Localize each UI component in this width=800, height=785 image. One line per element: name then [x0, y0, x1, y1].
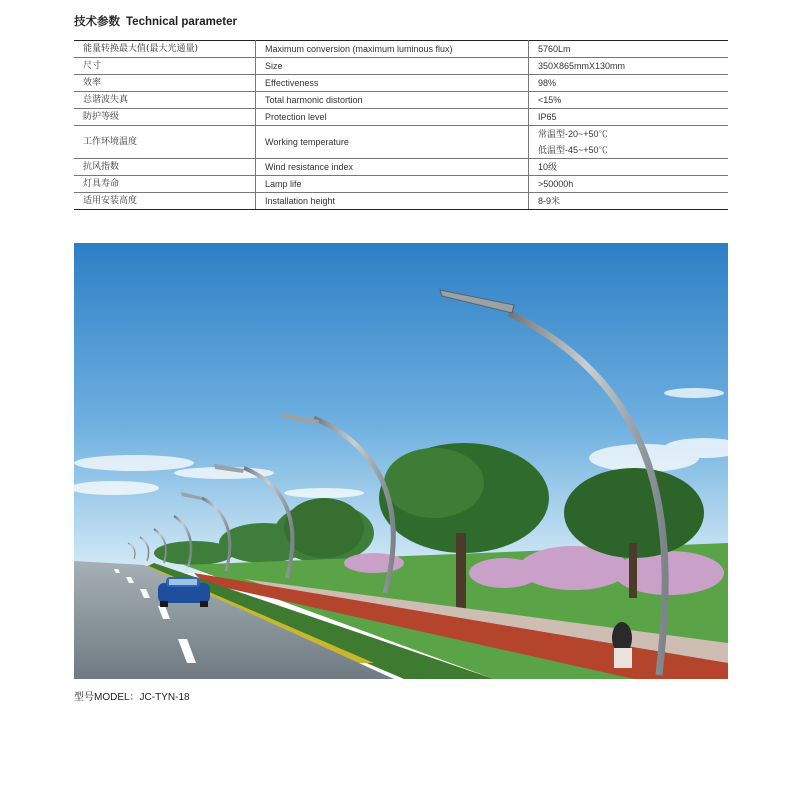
parameter-value — [529, 109, 729, 126]
parameter-row — [74, 176, 728, 193]
parameter-name-en: Installation height — [256, 193, 529, 210]
parameter-row — [74, 159, 728, 176]
person-sitting — [612, 622, 632, 668]
parameter-value-line: 5760Lm — [538, 44, 571, 54]
heading-en: Technical parameter — [126, 16, 238, 28]
parameter-row — [74, 41, 728, 58]
parameter-value-line: >50000h — [538, 179, 574, 189]
parameter-name-en: Total harmonic distortion — [256, 92, 529, 109]
parameter-row — [74, 126, 728, 159]
parameter-row — [74, 193, 728, 210]
parameter-value — [529, 58, 729, 75]
parameter-row — [74, 75, 728, 92]
parameter-name-cn: 能量转换最大值(最大光通量) — [74, 41, 256, 58]
parameter-row — [74, 58, 728, 75]
parameter-name-cn: 工作环境温度 — [74, 126, 256, 159]
heading-cn: 技术参数 — [74, 14, 120, 28]
parameter-name-cn: 效率 — [74, 75, 256, 92]
parameter-value — [529, 126, 729, 159]
parameter-name-cn: 总谐波失真 — [74, 92, 256, 109]
street-light-photo — [74, 243, 728, 679]
parameter-value — [529, 193, 729, 210]
parameter-value-line: 350X865mmX130mm — [538, 61, 626, 71]
section-heading — [74, 13, 237, 29]
parameter-name-en: Wind resistance index — [256, 159, 529, 176]
parameter-value-line: 8-9米 — [538, 196, 561, 206]
street-scene-image — [74, 243, 728, 679]
parameter-name-cn: 适用安装高度 — [74, 193, 256, 210]
parameter-value-line: 10级 — [538, 162, 558, 172]
parameter-name-cn: 尺寸 — [74, 58, 256, 75]
parameter-value-line: 低温型-45~+50℃ — [538, 145, 608, 155]
parameter-value-line: IP65 — [538, 112, 557, 122]
parameter-name-cn: 防护等级 — [74, 109, 256, 126]
parameter-row — [74, 92, 728, 109]
parameter-name-en: Protection level — [256, 109, 529, 126]
parameter-value — [529, 176, 729, 193]
parameter-name-en: Lamp life — [256, 176, 529, 193]
parameter-name-en: Size — [256, 58, 529, 75]
parameter-value-line: 98% — [538, 78, 557, 88]
parameter-name-cn: 灯具寿命 — [74, 176, 256, 193]
parameter-value — [529, 41, 729, 58]
parameter-name-cn: 抗风指数 — [74, 159, 256, 176]
parameter-name-en: Working temperature — [256, 126, 529, 159]
parameter-name-en: Effectiveness — [256, 75, 529, 92]
model-caption: 型号MODEL：JC-TYN-18 — [74, 692, 190, 703]
parameter-table — [74, 40, 728, 210]
parameter-name-en: Maximum conversion (maximum luminous flux) — [256, 41, 529, 58]
parameter-value-line: 常温型-20~+50℃ — [538, 129, 608, 139]
parameter-value — [529, 159, 729, 176]
parameter-value — [529, 92, 729, 109]
parameter-value-line: <15% — [538, 95, 562, 105]
parameter-value — [529, 75, 729, 92]
parameter-row — [74, 109, 728, 126]
